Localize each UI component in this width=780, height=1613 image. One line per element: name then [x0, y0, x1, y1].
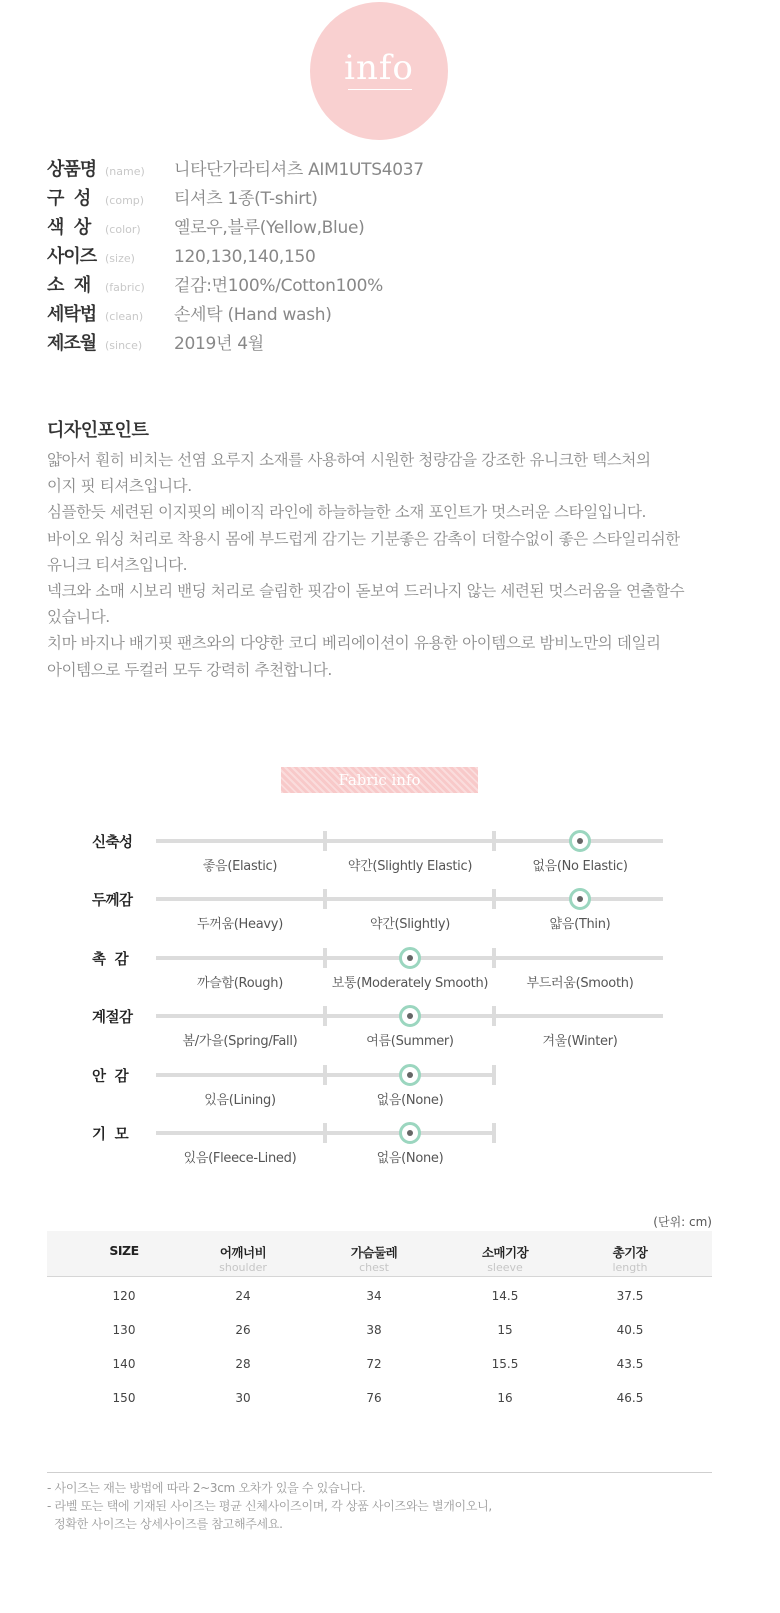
spec-row: [47, 155, 424, 181]
fabric-option-label: 부드러움(Smooth): [526, 975, 634, 991]
spec-sublabel: (fabric): [105, 281, 145, 294]
fabric-option-label: 약간(Slightly): [369, 917, 451, 933]
spec-sublabel: (clean): [105, 310, 144, 323]
size-table-cell: 15.5: [491, 1357, 519, 1371]
fabric-option-label: 까슬함(Rough): [197, 975, 283, 991]
size-note-line: - 라벨 또는 택에 기재된 사이즈는 평균 신체사이즈이며, 각 상품 사이즈와는 별개이오니,: [47, 1499, 492, 1513]
header-sublabel: shoulder: [219, 1261, 267, 1274]
fabric-selected-marker: [569, 830, 591, 852]
spec-label: 사이즈: [47, 246, 97, 267]
size-table-header-cell: [565, 1243, 695, 1274]
fabric-tick: [323, 948, 327, 968]
spec-row: [47, 184, 318, 210]
size-table-cell: 120: [112, 1289, 136, 1303]
spec-sublabel: (since): [105, 339, 143, 352]
header-sublabel: chest: [359, 1261, 389, 1274]
spec-value: 겉감:면100%/Cotton100%: [174, 276, 384, 296]
spec-value: 티셔츠 1종(T-shirt): [174, 189, 318, 209]
size-table-cell: 14.5: [491, 1289, 519, 1303]
fabric-option-label: 얇음(Thin): [549, 917, 611, 933]
size-table-header-cell: [309, 1243, 439, 1274]
size-table-cell: 38: [366, 1323, 382, 1337]
spec-value: 니타단가라티셔츠 AIM1UTS4037: [174, 160, 424, 180]
info-title: info: [344, 48, 414, 88]
fabric-option-label: 여름(Summer): [366, 1034, 454, 1050]
fabric-selected-marker: [569, 888, 591, 910]
size-table-cell: 43.5: [616, 1357, 644, 1371]
size-table-cell: 28: [235, 1357, 251, 1371]
fabric-tick: [492, 1065, 496, 1085]
size-table-cell: 40.5: [616, 1323, 644, 1337]
design-point-line: 바이오 워싱 처리로 착용시 몸에 부드럽게 감기는 기분좋은 감촉이 더할수없이 좋은 스타일리쉬한: [47, 529, 680, 548]
fabric-info-badge: Fabric info: [281, 767, 478, 793]
size-note-line: 정확한 사이즈는 상세사이즈를 참고해주세요.: [47, 1517, 283, 1531]
size-table-cell: 15: [497, 1323, 513, 1337]
fabric-tick: [323, 1065, 327, 1085]
spec-sublabel: (color): [105, 223, 141, 236]
fabric-tick: [492, 1006, 496, 1026]
design-point-line: 이지 핏 티셔츠입니다.: [47, 477, 192, 496]
spec-label: 제조월: [47, 333, 97, 354]
fabric-tick: [492, 889, 496, 909]
fabric-selected-marker: [399, 1005, 421, 1027]
fabric-tick: [492, 1123, 496, 1143]
size-unit-label: (단위: cm): [653, 1215, 712, 1229]
fabric-option-label: 없음(No Elastic): [532, 859, 628, 874]
spec-row: [47, 213, 364, 239]
spec-row: [47, 242, 316, 268]
design-point-line: 유니크 티셔츠입니다.: [47, 555, 188, 574]
fabric-option-label: 없음(None): [376, 1092, 444, 1108]
fabric-row-label: 두께감: [92, 893, 133, 910]
fabric-tick: [323, 831, 327, 851]
spec-row: [47, 300, 332, 326]
fabric-option-label: 겨울(Winter): [542, 1034, 618, 1050]
notes-divider: [47, 1472, 712, 1473]
spec-value: 120,130,140,150: [174, 247, 316, 267]
fabric-tick: [323, 889, 327, 909]
size-table-cell: 76: [366, 1391, 382, 1405]
fabric-option-label: 좋음(Elastic): [202, 859, 278, 874]
design-point-line: 있습니다.: [47, 608, 110, 627]
size-note-line: - 사이즈는 재는 방법에 따라 2~3cm 오차가 있을 수 있습니다.: [47, 1481, 366, 1495]
spec-value: 2019년 4월: [174, 334, 264, 354]
fabric-option-label: 없음(None): [376, 1151, 444, 1166]
header-label: 소매기장: [481, 1245, 529, 1260]
fabric-option-label: 두꺼움(Heavy): [197, 917, 283, 933]
size-table-cell: 34: [366, 1289, 382, 1303]
spec-label: 세탁법: [47, 304, 97, 325]
fabric-selected-marker: [399, 947, 421, 969]
spec-sublabel: (name): [105, 165, 145, 178]
header-label: 총기장: [612, 1245, 648, 1260]
spec-label: 소 재: [47, 275, 91, 296]
size-table-cell: 150: [112, 1391, 136, 1405]
size-table-cell: 37.5: [616, 1289, 644, 1303]
fabric-row-label: 안 감: [92, 1068, 129, 1085]
size-table-cell: 16: [497, 1391, 513, 1405]
design-point-line: 얇아서 훤히 비치는 선염 요루지 소재를 사용하여 시원한 청량감을 강조한 유니크한 텍스처의: [47, 451, 651, 469]
info-title-underline: [348, 89, 412, 90]
spec-value: 옐로우,블루(Yellow,Blue): [174, 218, 365, 238]
spec-label: 색 상: [47, 217, 91, 238]
design-point-line: 심플한듯 세련된 이지핏의 베이직 라인에 하늘하늘한 소재 포인트가 멋스러운 스타일입니다.: [47, 503, 647, 522]
size-table-cell: 46.5: [616, 1391, 644, 1405]
header-label: 가슴둘레: [350, 1245, 398, 1260]
spec-row: [47, 329, 264, 355]
spec-sublabel: (size): [105, 252, 135, 265]
fabric-option-label: 약간(Slightly Elastic): [347, 859, 473, 874]
size-table-cell: 30: [235, 1391, 251, 1405]
header-sublabel: length: [612, 1261, 648, 1274]
spec-sublabel: (comp): [105, 194, 145, 207]
fabric-tick: [492, 831, 496, 851]
design-point-title: 디자인포인트: [47, 420, 149, 441]
fabric-tick: [323, 1123, 327, 1143]
size-table-cell: 72: [366, 1357, 382, 1371]
header-label: 어깨너비: [219, 1245, 267, 1260]
fabric-row-label: 촉 감: [92, 951, 129, 968]
size-table-header-cell: [440, 1243, 570, 1274]
fabric-row-label: 기 모: [92, 1127, 129, 1143]
fabric-selected-marker: [399, 1064, 421, 1086]
spec-label: 상품명: [47, 159, 97, 180]
spec-label: 구 성: [47, 188, 91, 209]
header-label: SIZE: [109, 1243, 139, 1258]
fabric-option-label: 있음(Lining): [204, 1092, 276, 1108]
fabric-selected-marker: [399, 1122, 421, 1144]
design-point-line: 치마 바지나 배기핏 팬츠와의 다양한 코디 베리에이션이 유용한 아이템으로 밤비노만의 데일리: [47, 634, 661, 653]
spec-value: 손세탁 (Hand wash): [174, 305, 332, 325]
size-table-cell: 130: [112, 1323, 136, 1337]
size-table-cell: 26: [235, 1323, 251, 1337]
size-table-cell: 24: [235, 1289, 251, 1303]
fabric-tick: [492, 948, 496, 968]
spec-row: [47, 271, 383, 297]
size-table-header-cell: [178, 1243, 308, 1274]
size-table-cell: 140: [112, 1357, 136, 1371]
header-sublabel: sleeve: [487, 1261, 523, 1274]
fabric-option-label: 보통(Moderately Smooth): [331, 975, 489, 991]
fabric-row-label: 신축성: [92, 835, 133, 851]
size-table-header-cell: [59, 1243, 189, 1258]
fabric-option-label: 봄/가을(Spring/Fall): [182, 1034, 298, 1050]
design-point-line: 아이템으로 두컬러 모두 강력히 추천합니다.: [47, 660, 332, 679]
fabric-option-label: 있음(Fleece-Lined): [183, 1151, 297, 1166]
fabric-tick: [323, 1006, 327, 1026]
design-point-line: 넥크와 소매 시보리 밴딩 처리로 슬림한 핏감이 돋보여 드러나지 않는 세련된 멋스러움을 연출할수: [47, 582, 685, 600]
fabric-row-label: 계절감: [92, 1010, 133, 1027]
